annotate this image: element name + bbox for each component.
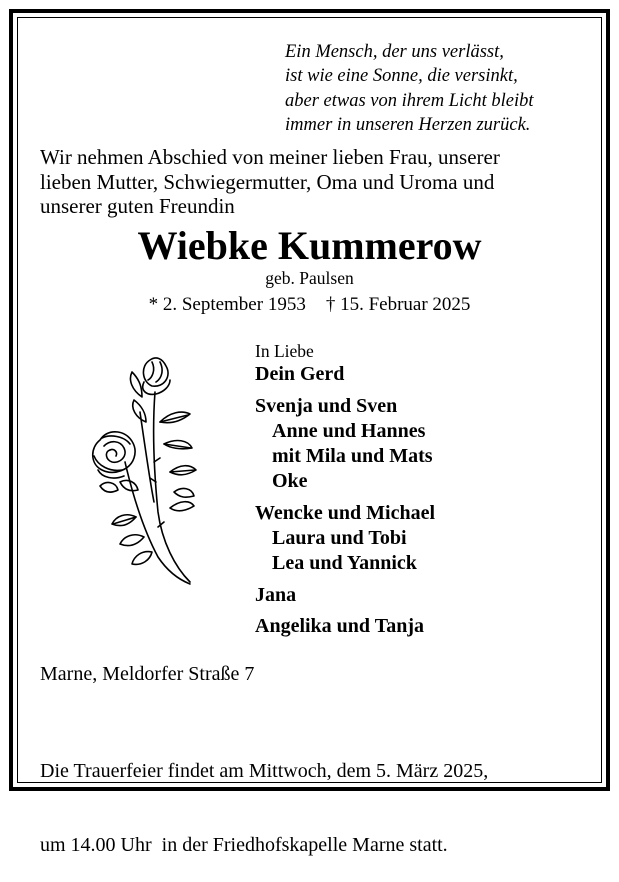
life-dates [0, 293, 619, 317]
family-signatures [255, 340, 435, 639]
family-group-child: mit Mila und Mats [272, 445, 433, 467]
maiden-name: geb. Paulsen [265, 268, 354, 288]
spouse-name: Dein Gerd [255, 363, 345, 385]
poem-line: Ein Mensch, der uns verlässt, [285, 42, 504, 62]
family-group-child: Oke [272, 470, 308, 492]
family-member: Angelika und Tanja [255, 615, 424, 637]
family-group-child: Laura und Tobi [272, 527, 407, 549]
birth-date: * 2. September 1953 [148, 294, 306, 315]
family-group-child: Lea und Yannick [272, 552, 417, 574]
funeral-notice [40, 710, 488, 882]
rose-icon [80, 352, 205, 587]
intro-line: lieben Mutter, Schwiegermutter, Oma und Uroma und [40, 169, 495, 194]
deceased-name: Wiebke Kummerow [137, 223, 482, 268]
funeral-line: um 14.00 Uhr in der Friedhofskapelle Marne statt. [40, 833, 448, 856]
greeting: In Liebe [255, 341, 314, 361]
memorial-poem [285, 40, 534, 137]
death-date: † 15. Februar 2025 [325, 294, 471, 315]
intro-line: unserer guten Freundin [40, 194, 235, 218]
poem-line: ist wie eine Sonne, die versinkt, [285, 66, 518, 87]
family-group-child: Anne und Hannes [272, 420, 426, 442]
intro-line: Wir nehmen Abschied von meiner lieben Frau, unserer [40, 145, 500, 169]
funeral-line: Die Trauerfeier findet am Mittwoch, dem 5. März 2025, [40, 760, 489, 782]
farewell-intro [40, 145, 600, 219]
family-group-parents: Wencke und Michael [255, 502, 436, 524]
family-member: Jana [255, 584, 297, 606]
poem-line: immer in unseren Herzen zurück. [285, 114, 531, 135]
family-address: Marne, Meldorfer Straße 7 [40, 663, 255, 685]
poem-line: aber etwas von ihrem Licht bleibt [285, 90, 534, 111]
family-group-parents: Svenja und Sven [255, 395, 398, 417]
